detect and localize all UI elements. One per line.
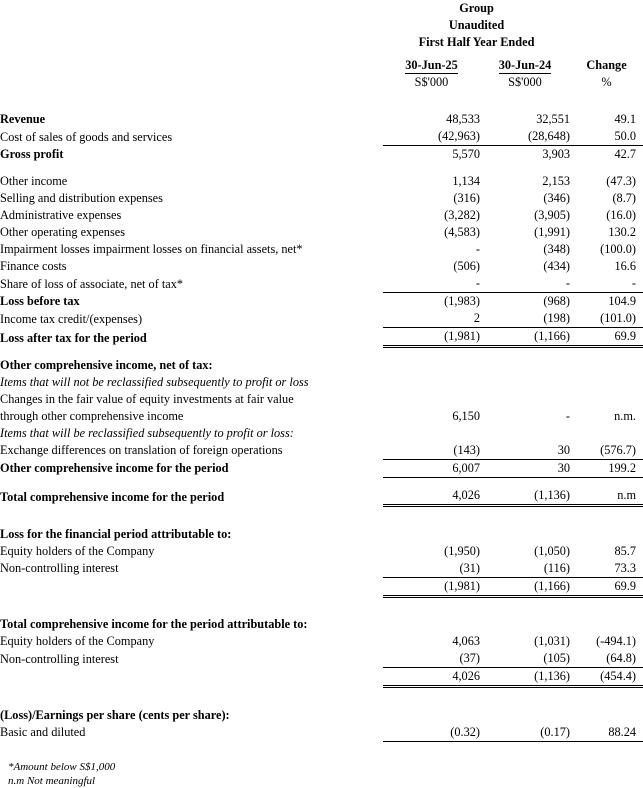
spacer-after-header (0, 91, 643, 105)
row-value-eps-col3: 88.24 (570, 724, 643, 742)
column-unit-2: S$'000 (508, 75, 542, 89)
row-value-tci-nci-col2: (105) (543, 651, 571, 665)
row-value-cost-of-sales-col1: (42,963) (437, 129, 480, 143)
row-value-tci-total-col3: n.m (570, 487, 643, 506)
row-value-fair-value-col1: 6,150 (452, 408, 480, 423)
table-row (0, 425, 643, 442)
column-header-date-1: 30-Jun-25 (405, 58, 458, 72)
spacer (0, 163, 643, 173)
row-value-fx-diff-col1: (143) (453, 442, 480, 457)
row-value-loss-attr-total-col3: 69.9 (570, 577, 643, 596)
row-label-income-tax: Income tax credit/(expenses) (0, 311, 143, 326)
table-row (0, 207, 643, 224)
column-unit-1: S$'000 (414, 75, 449, 89)
row-label-other-operating-expenses: Other operating expenses (0, 225, 125, 239)
row-value-admin-col1: (3,282) (444, 208, 480, 222)
row-label-tci-equity-holders: Equity holders of the Company (0, 634, 155, 648)
row-label-other-income: Other income (0, 174, 68, 188)
row-value-other-opex-col1: (4,583) (444, 225, 480, 239)
row-value-gross-profit-col3: 42.7 (570, 146, 643, 164)
table-row (0, 275, 643, 293)
section-heading-loss-attributable: Loss for the financial period attributable to: (0, 526, 232, 541)
section-heading-tci-attributable: Total comprehensive income for the period attributable to: (0, 617, 308, 631)
table-row (0, 724, 643, 742)
row-value-tci-attr-total-col1: 4,026 (383, 668, 480, 687)
row-value-loss-nci-col3: 73.3 (614, 560, 637, 575)
row-value-fair-value-col3: n.m. (614, 408, 637, 423)
row-value-selling-col2: (346) (543, 191, 571, 205)
row-label-loss-after-tax: Loss after tax for the period (0, 330, 147, 345)
row-label-gross-profit: Gross profit (0, 147, 64, 161)
row-value-admin-col3: (16.0) (606, 208, 637, 222)
row-value-impairment-col1: - (475, 242, 480, 256)
section-heading-eps: (Loss)/Earnings per share (cents per share): (0, 707, 230, 722)
header-row-group (0, 0, 643, 17)
subheading-not-reclassified: Items that will not be reclassified subsequently to profit or loss (0, 374, 309, 389)
row-value-loss-attr-total-col1: (1,981) (383, 577, 480, 596)
table-row (0, 374, 643, 391)
row-value-fx-diff-col3: (576.7) (600, 442, 637, 457)
table-row (0, 173, 643, 190)
row-label-fair-value-line2: through other comprehensive income (0, 408, 184, 423)
header-period-label: First Half Year Ended (418, 35, 535, 49)
row-value-eps-col2: (0.17) (480, 724, 570, 742)
row-value-other-income-col2: 2,153 (542, 174, 571, 188)
row-value-oci-total-col3: 199.2 (570, 459, 643, 477)
row-label-selling-expenses: Selling and distribution expenses (0, 191, 163, 205)
table-row (0, 357, 643, 374)
row-value-loss-after-tax-col2: (1,166) (480, 328, 570, 347)
row-label-finance-costs: Finance costs (0, 259, 67, 273)
row-value-other-opex-col2: (1,991) (534, 225, 571, 239)
row-label-impairment-losses: Impairment losses impairment losses on financial assets, net* (0, 242, 303, 256)
spacer (0, 347, 643, 357)
row-value-loss-equity-col1: (1,950) (444, 543, 480, 558)
table-row (0, 111, 643, 128)
row-value-gross-profit-col1: 5,570 (383, 146, 480, 164)
row-value-tci-equity-col3: (-494.1) (596, 634, 637, 648)
table-row (0, 577, 643, 596)
row-value-income-tax-col1: 2 (473, 311, 480, 325)
spacer (0, 687, 643, 701)
row-value-cost-of-sales-col3: 50.0 (614, 129, 637, 143)
row-value-tci-equity-col2: (1,031) (534, 634, 571, 648)
header-unaudited-label: Unaudited (448, 18, 505, 32)
table-row (0, 310, 643, 328)
row-value-fx-diff-col2: 30 (557, 442, 571, 457)
table-row (0, 224, 643, 241)
row-value-eps-col1: (0.32) (383, 724, 480, 742)
row-value-finance-costs-col1: (506) (453, 259, 480, 273)
row-value-income-tax-col3: (101.0) (600, 311, 637, 325)
row-value-tci-total-col2: (1,136) (480, 487, 570, 506)
row-value-loss-nci-col2: (116) (543, 560, 571, 575)
table-row (0, 442, 643, 460)
header-group-label: Group (459, 1, 494, 15)
row-value-other-income-col3: (47.3) (606, 174, 637, 188)
row-value-cost-of-sales-col2: (28,648) (528, 129, 571, 143)
row-label-exchange-differences: Exchange differences on translation of foreign operations (0, 443, 283, 457)
row-value-tci-attr-total-col2: (1,136) (480, 668, 570, 687)
row-label-loss-before-tax: Loss before tax (0, 294, 80, 308)
row-value-gross-profit-col2: 3,903 (480, 146, 570, 164)
row-label-tci-nci: Non-controlling interest (0, 651, 119, 666)
table-row (0, 258, 643, 275)
footnote-amount-below: *Amount below S$1,000 (8, 760, 116, 773)
row-value-oci-total-col1: 6,007 (383, 459, 480, 477)
row-value-assoc-loss-col1: - (475, 276, 480, 290)
section-heading-oci: Other comprehensive income, net of tax: (0, 357, 213, 372)
table-row (0, 293, 643, 311)
row-value-impairment-col2: (348) (543, 242, 571, 256)
row-value-assoc-loss-col2: - (565, 276, 571, 290)
spacer (0, 506, 643, 520)
table-row (0, 668, 643, 687)
table-row (0, 459, 643, 477)
row-value-loss-after-tax-col3: 69.9 (570, 328, 643, 347)
row-label-oci-total: Other comprehensive income for the period (0, 461, 229, 475)
row-value-loss-before-tax-col3: 104.9 (570, 293, 643, 311)
row-label-eps-basic-diluted: Basic and diluted (0, 725, 86, 739)
table-row (0, 190, 643, 207)
row-value-other-opex-col3: 130.2 (608, 225, 637, 239)
row-value-loss-after-tax-col1: (1,981) (383, 328, 480, 347)
row-label-loss-equity-holders: Equity holders of the Company (0, 543, 155, 558)
row-value-tci-nci-col3: (64.8) (606, 651, 637, 665)
table-row (0, 128, 643, 146)
row-value-impairment-col3: (100.0) (600, 242, 637, 256)
header-row-units (0, 74, 643, 91)
row-label-fair-value-line1: Changes in the fair value of equity investments at fair value (0, 391, 294, 406)
row-value-loss-before-tax-col2: (968) (480, 293, 570, 311)
row-value-assoc-loss-col3: - (631, 276, 637, 290)
row-value-selling-col1: (316) (453, 191, 480, 205)
footnote-not-meaningful: n.m Not meaningful (8, 774, 96, 787)
row-label-tci-attributable-total (0, 668, 383, 687)
footnotes (0, 760, 643, 788)
row-value-tci-nci-col1: (37) (459, 651, 480, 665)
row-value-loss-nci-col1: (31) (459, 560, 480, 575)
table-row (0, 526, 643, 543)
row-value-finance-costs-col3: 16.6 (614, 259, 637, 273)
row-label-cost-of-sales: Cost of sales of goods and services (0, 129, 173, 144)
header-row-dates (0, 57, 643, 74)
row-value-tci-equity-col1: 4,063 (452, 634, 480, 648)
table-row (0, 487, 643, 506)
table-row (0, 543, 643, 560)
row-value-tci-attr-total-col3: (454.4) (570, 668, 643, 687)
row-value-loss-equity-col3: 85.7 (614, 543, 637, 558)
row-label-share-of-loss-associate: Share of loss of associate, net of tax* (0, 276, 184, 291)
column-header-date-2: 30-Jun-24 (498, 58, 552, 72)
row-value-selling-col3: (8.7) (612, 191, 637, 205)
row-value-income-tax-col2: (198) (543, 311, 571, 325)
row-value-tci-total-col1: 4,026 (383, 487, 480, 506)
row-value-admin-col2: (3,905) (534, 208, 571, 222)
subheading-will-be-reclassified: Items that will be reclassified subsequently to profit or loss: (0, 425, 294, 440)
row-value-loss-equity-col2: (1,050) (534, 543, 571, 558)
row-value-revenue-col3: 49.1 (614, 112, 637, 126)
table-row (0, 146, 643, 164)
column-header-change: Change (586, 58, 627, 72)
table-row (0, 707, 643, 724)
row-label-total-comprehensive-income: Total comprehensive income for the period (0, 489, 225, 504)
row-label-loss-attributable-total (0, 577, 383, 596)
row-value-other-income-col1: 1,134 (452, 174, 480, 188)
row-value-revenue-col2: 32,551 (536, 112, 571, 126)
row-value-loss-attr-total-col2: (1,166) (480, 577, 570, 596)
table-row (0, 560, 643, 578)
header-row-period (0, 34, 643, 51)
row-value-oci-total-col2: 30 (480, 459, 570, 477)
table-row (0, 241, 643, 258)
row-value-finance-costs-col2: (434) (543, 259, 571, 273)
header-row-unaudited (0, 17, 643, 34)
row-label-loss-nci: Non-controlling interest (0, 561, 119, 575)
column-unit-3: % (601, 75, 612, 89)
row-label-administrative-expenses: Administrative expenses (0, 208, 122, 222)
row-value-fair-value-col2: - (565, 408, 571, 423)
row-label-revenue: Revenue (0, 112, 46, 126)
spacer (0, 596, 643, 610)
row-value-loss-before-tax-col1: (1,983) (383, 293, 480, 311)
table-row (0, 650, 643, 668)
table-row (0, 391, 643, 408)
row-value-revenue-col1: 48,533 (446, 112, 480, 126)
table-row (0, 616, 643, 633)
table-row (0, 408, 643, 425)
table-row (0, 633, 643, 650)
spacer (0, 477, 643, 487)
table-row (0, 328, 643, 347)
